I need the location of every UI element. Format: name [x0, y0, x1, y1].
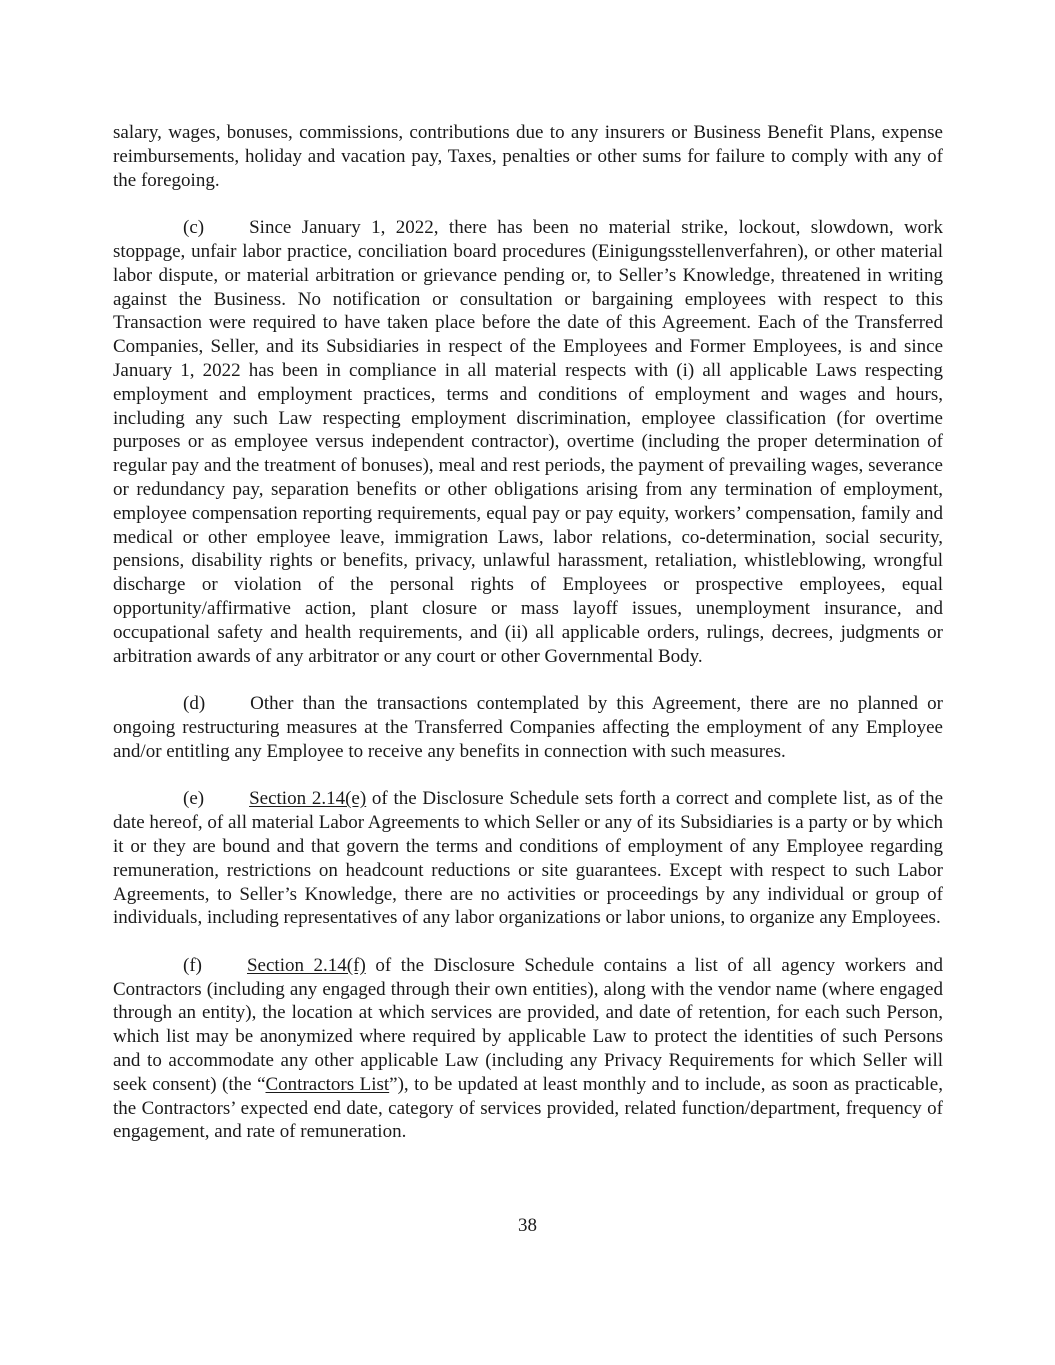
contractors-list-defined-term: Contractors List	[265, 1073, 390, 1095]
paragraph-f-label: (f)	[183, 954, 202, 976]
paragraph-c-label: (c)	[183, 217, 205, 239]
paragraph-text: Other than the transactions contemplated by this Agreement, there are no planned or ongoing restructuring measures at the Transferred Companies affecting the employment of any Employee and/or entitling any Employee to receive any benefits in connection with such measures.	[113, 693, 943, 762]
paragraph-continuation	[113, 121, 943, 192]
paragraph-text: of the Disclosure Schedule contains a list of all agency workers and Contractors (including any engaged through their own entities), along with the vendor name (where engaged through an entity), the location at which services are provided, and date of retention, for each such Person, which list may be anonymized where required by applicable Law to protect the identities of such Persons and to accommodate any other applicable Law (including any Privacy Requirements for which Seller will seek consent) (the “	[113, 954, 943, 1095]
page-body	[113, 121, 943, 1144]
paragraph-text: salary, wages, bonuses, commissions, contributions due to any insurers or Business Benefit Plans, expense reimbursements, holiday and vacation pay, Taxes, penalties or other sums for failure to comply with any of the foregoing.	[113, 122, 943, 191]
paragraph-d-label: (d)	[183, 693, 206, 715]
paragraph-e	[113, 787, 943, 930]
paragraph-d	[113, 692, 943, 763]
paragraph-f	[113, 954, 943, 1144]
paragraph-e-label: (e)	[183, 788, 205, 810]
paragraph-c	[113, 216, 943, 668]
page-number: 38	[518, 1215, 537, 1236]
paragraph-text: ”), to be updated at least monthly and to include, as soon as practicable, the Contractors’ expected end date, category of services provided, related function/department, frequency of engagement, and rate of remuneration.	[113, 1073, 943, 1143]
section-2-14-e-reference: Section 2.14(e)	[249, 788, 367, 810]
paragraph-text: Since January 1, 2022, there has been no material strike, lockout, slowdown, work stoppage, unfair labor practice, conciliation board procedures (Einigungsstellenverfahren), or other material labor dispute, or material arbitration or grievance pending or, to Seller’s Knowledge, threatened in writing against the Business. No notification or consultation or bargaining employees with respect to this Transaction were required to have taken place before the date of this Agreement. Each of the Transferred Companies, Seller, and its Subsidiaries in respect of the Employees and Former Employees, is and since January 1, 2022 has been in compliance in all material respects with (i) all applicable Laws respecting employment and employment practices, terms and conditions of employment and wages and hours, including any such Law respecting employment discrimination, employee classification (for overtime purposes or as employee versus independent contractor), overtime (including the proper determination of regular pay and the treatment of bonuses), meal and rest periods, the payment of prevailing wages, severance or redundancy pay, separation benefits or other obligations arising from any termination of employment, employee compensation reporting requirements, equal pay or pay equity, workers’ compensation, family and medical or other employee leave, immigration Laws, labor relations, co-determination, social security, pensions, disability rights or benefits, privacy, unlawful harassment, retaliation, whistleblowing, wrongful discharge or violation of the personal rights of Employees or prospective employees, equal opportunity/affirmative action, plant closure or mass layoff issues, unemployment insurance, and occupational safety and health requirements, and (ii) all applicable orders, rulings, decrees, judgments or arbitration awards of any arbitrator or any court or other Governmental Body.	[113, 217, 943, 667]
paragraph-text: of the Disclosure Schedule sets forth a correct and complete list, as of the date hereof, of all material Labor Agreements to which Seller or any of its Subsidiaries is a party or by which it or they are bound and that govern the terms and conditions of employment of any Employee regarding remuneration, restrictions on headcount reductions or site guarantees. Except with respect to such Labor Agreements, to Seller’s Knowledge, there are no activities or proceedings by any individual or group of individuals, including representatives of any labor organizations or labor unions, to organize any Employees.	[113, 788, 943, 929]
section-2-14-f-reference: Section 2.14(f)	[246, 954, 366, 976]
